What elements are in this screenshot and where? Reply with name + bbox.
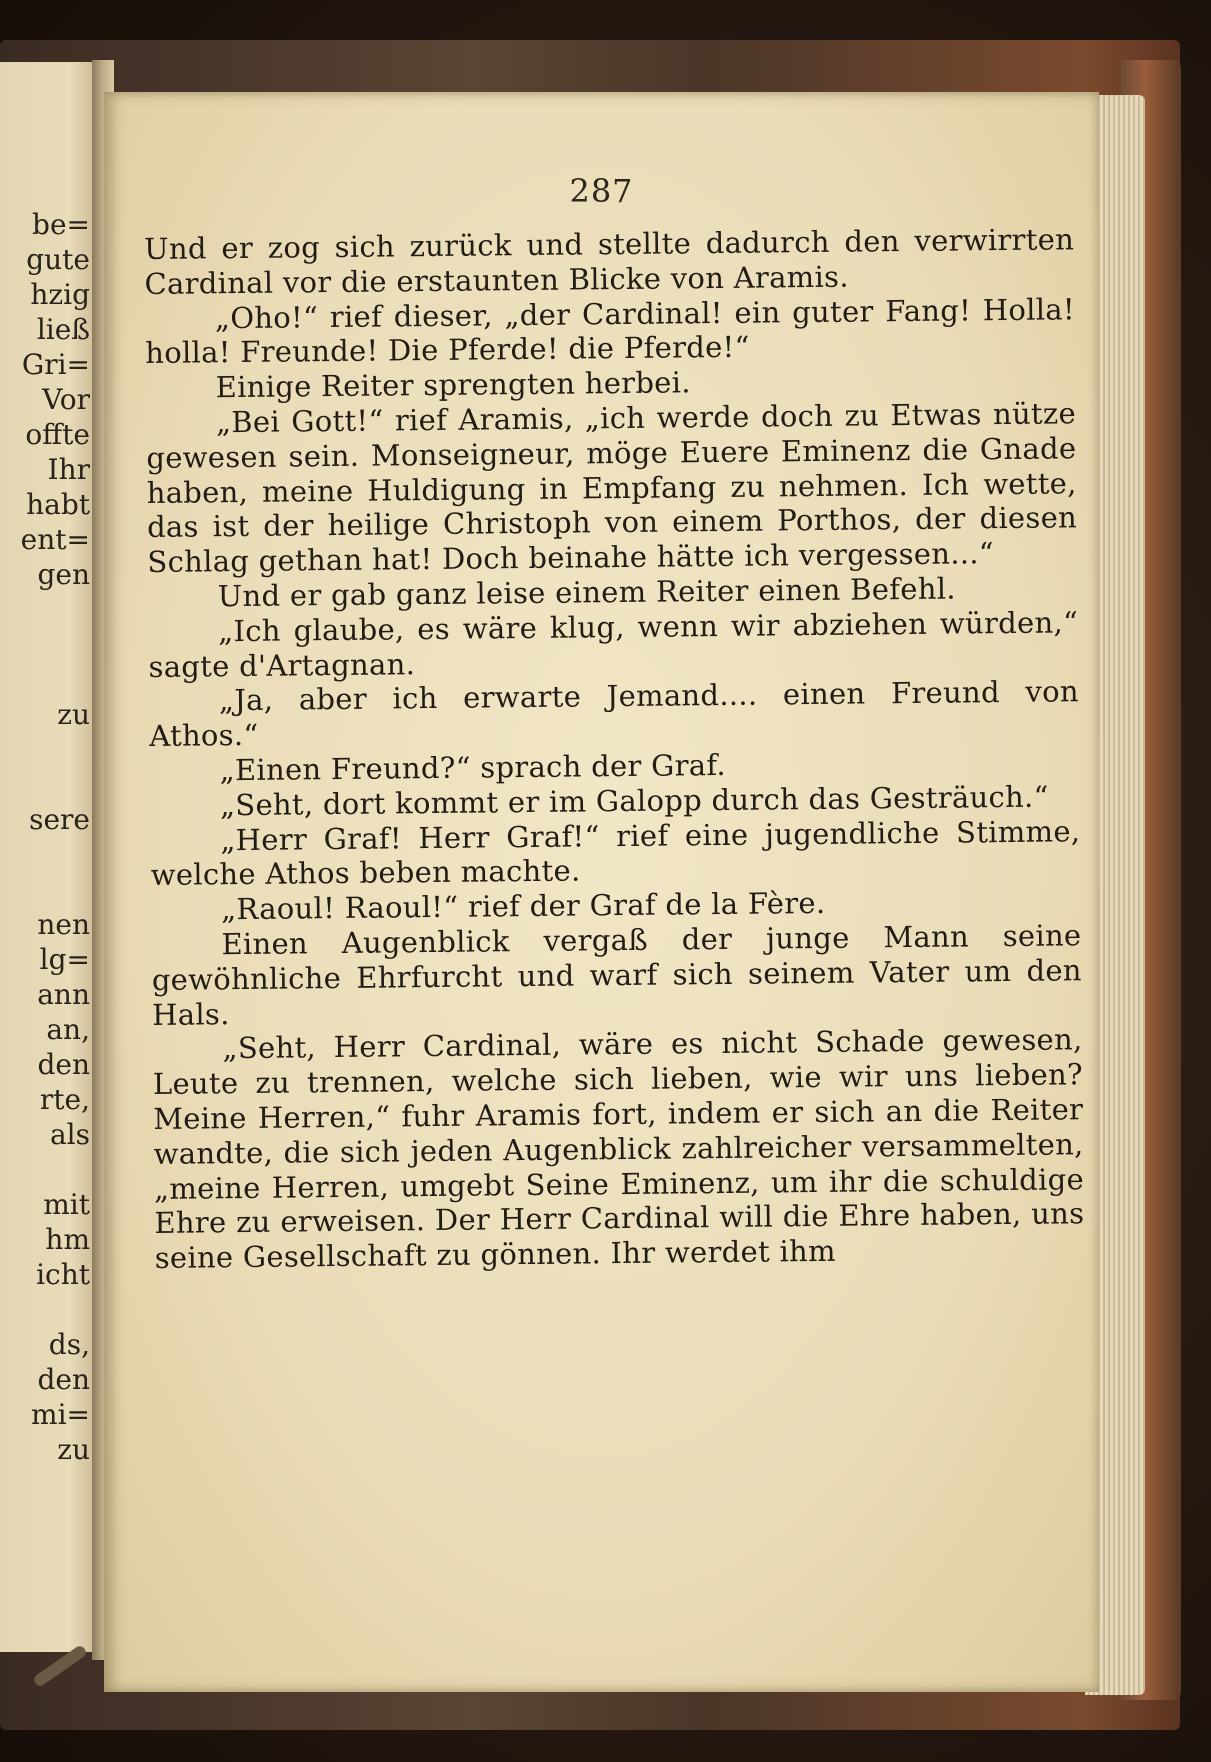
paragraph: „Einen Freund?“ sprach der Graf.: [219, 747, 727, 788]
left-page-fragment: hzig: [30, 278, 90, 311]
left-page-fragment: den: [37, 1363, 90, 1396]
left-page-fragment: hm: [45, 1223, 90, 1256]
left-page-fragment: [21, 662, 90, 697]
left-page-fragment: [21, 592, 90, 627]
left-page-fragment: [21, 732, 90, 767]
left-facing-page: [0, 62, 100, 1652]
left-page-fragment: den: [37, 1048, 90, 1081]
page-body-text: [144, 222, 1085, 1276]
left-page-fragment: be=: [32, 208, 90, 241]
left-page-fragment: ann: [37, 978, 90, 1011]
paragraph: „Seht, Herr Cardinal, wäre es nicht Schade gewesen, Leute zu trennen, welche sich lieben, wie wir uns lieben? Meine Herren,“ fuhr Aramis fort, indem er sich an die Reiter wandte, die sich jeden Augenblick zahlreicher versammelten, „meine Herren, umgebt Seine Eminenz, um ihr die schuldige Ehre zu erweisen. Der Herr Cardinal will die Ehre haben, uns seine Gesellschaft zu gönnen. Ihr werdet ihm: [152, 1022, 1085, 1276]
paragraph: „Seht, dort kommt er im Galopp durch das Gesträuch.“: [219, 779, 1049, 822]
left-page-fragment: [21, 872, 90, 907]
left-page-fragment: gen: [37, 558, 90, 591]
left-page-fragment: nen: [37, 908, 90, 941]
paragraph: „Raoul! Raoul!“ rief der Graf de la Fère.: [220, 886, 826, 927]
left-page-fragment: [21, 767, 90, 802]
left-page-fragment: mit: [43, 1188, 90, 1221]
left-page-fragment: Ihr: [47, 453, 90, 486]
left-page-fragment: Gri=: [21, 348, 90, 381]
left-page-fragment: ließ: [36, 313, 90, 346]
left-page-fragment: sere: [29, 803, 90, 836]
left-page-fragment: gute: [26, 243, 90, 276]
paragraph: „Bei Gott!“ rief Aramis, „ich werde doch zu Etwas nütze gewesen sein. Monseigneur, möge Euere Eminenz die Gnade haben, meine Huldigung in Empfang zu nehmen. Ich wette, das ist der heilige Christoph von einem Porthos, der diesen Schlag gethan hat! Doch beinahe hätte ich vergessen...“: [146, 396, 1078, 580]
paragraph: Einen Augenblick vergaß der junge Mann seine gewöhnliche Ehrfurcht und warf sich seinem Vater um den Hals.: [151, 918, 1082, 1032]
left-page-fragment: lg=: [39, 943, 90, 976]
paragraph: Und er zog sich zurück und stellte dadurch den verwirrten Cardinal vor die erstaunten Blicke von Aramis.: [144, 222, 1075, 301]
right-page: [104, 92, 1099, 1692]
left-page-fragment: ds,: [48, 1328, 90, 1361]
left-page-fragment: [21, 1292, 90, 1327]
paragraph: „Oho!“ rief dieser, „der Cardinal! ein guter Fang! Holla! holla! Freunde! Die Pferde! die Pferde!“: [145, 291, 1076, 371]
paragraph: „Ja, aber ich erwarte Jemand.... einen Freund von Athos.“: [149, 674, 1080, 754]
left-page-fragment: habt: [26, 488, 90, 521]
left-page-fragment: mi=: [31, 1398, 90, 1431]
left-page-fragment: icht: [36, 1258, 90, 1291]
left-page-fragment: an,: [46, 1013, 90, 1046]
paragraph: „Herr Graf! Herr Graf!“ rief eine jugendliche Stimme, welche Athos beben machte.: [150, 813, 1081, 893]
left-page-fragment: [21, 627, 90, 662]
left-page-fragment: zu: [57, 698, 90, 731]
paragraph: Einige Reiter sprengten herbei.: [215, 365, 691, 405]
left-page-fragment: rte,: [39, 1083, 90, 1116]
left-page-fragment: offte: [25, 418, 90, 451]
left-page-fragment: als: [49, 1118, 90, 1151]
page-number: 287: [569, 172, 634, 210]
left-page-fragment: [21, 1152, 90, 1187]
left-page-fragment: [21, 837, 90, 872]
left-page-fragment: zu: [57, 1433, 90, 1466]
paragraph: Und er gab ganz leise einem Reiter einen Befehl.: [217, 571, 957, 614]
left-page-text-fragments: [21, 207, 90, 1467]
paragraph: „Ich glaube, es wäre klug, wenn wir abziehen würden,“ sagte d'Artagnan.: [148, 605, 1079, 684]
left-page-fragment: Vor: [42, 383, 90, 416]
left-page-fragment: ent=: [20, 523, 90, 556]
